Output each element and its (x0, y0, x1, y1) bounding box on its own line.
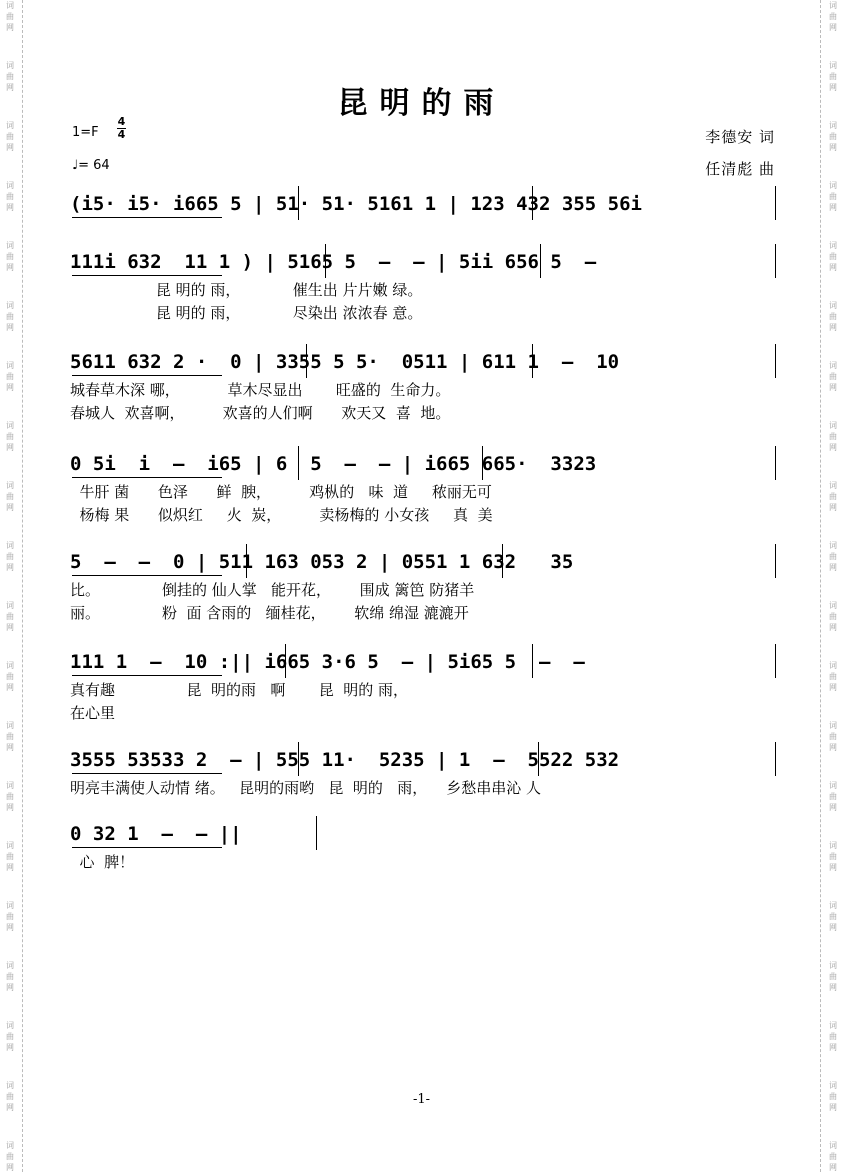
page-title: 昆明的雨 (337, 86, 506, 121)
time-signature (117, 116, 126, 141)
bar-line (775, 644, 776, 678)
watermark-mark: 词 曲 网 (829, 121, 837, 152)
watermark-mark: 词 曲 网 (6, 181, 14, 212)
beam-line (72, 275, 222, 276)
beam-line (72, 575, 222, 576)
lyric-line: 昆 明的 雨， 尽染出 浓浓春 意。 (70, 304, 423, 322)
bar-line (775, 186, 776, 220)
bar-line (532, 186, 533, 220)
beam-line (72, 375, 222, 376)
watermark-mark: 词 曲 网 (6, 481, 14, 512)
watermark-mark: 词 曲 网 (6, 961, 14, 992)
bar-line (538, 742, 539, 776)
lyric-line: 比。 倒挂的 仙人掌 能开花， 围成 篱笆 防猪羊 (70, 581, 475, 599)
bar-line (775, 344, 776, 378)
score-row (70, 348, 775, 448)
bar-line (540, 244, 541, 278)
lyric-line: 明亮丰满使人动情 绪。 昆明的雨哟 昆 明的 雨， 乡愁串串沁 人 (70, 779, 542, 797)
watermark-mark: 词 曲 网 (6, 1021, 14, 1052)
watermark-mark: 词 曲 网 (829, 781, 837, 812)
watermark-mark: 词 曲 网 (829, 1141, 837, 1172)
watermark-mark: 词 曲 网 (829, 181, 837, 212)
time-signature-top: 4 (117, 115, 126, 128)
beam-line (72, 477, 222, 478)
bar-line (325, 244, 326, 278)
beam-line (72, 217, 222, 218)
notation-line: 111i 632 11 1 ) | 5165 5 – – | 5ii 656 5 – (70, 251, 597, 273)
tempo-marking: ♩= 64 (72, 158, 110, 173)
bar-line (532, 344, 533, 378)
watermark-mark: 词 曲 网 (829, 961, 837, 992)
bar-line (298, 742, 299, 776)
lyric-line: 真有趣 昆 明的雨 啊 昆 明的 雨， (70, 681, 409, 699)
score-row (70, 648, 775, 748)
bar-line (316, 816, 317, 850)
watermark-mark: 词 曲 网 (6, 901, 14, 932)
score-row (70, 820, 775, 920)
beam-line (72, 847, 222, 848)
watermark-mark: 词 曲 网 (6, 241, 14, 272)
lyricist-credit: 李德安 词 (705, 128, 775, 146)
bar-line (246, 544, 247, 578)
notation-line: (i5· i5· i665 5 | 51· 51· 5161 1 | 123 432 355 56i (70, 193, 642, 215)
watermark-mark: 词 曲 网 (829, 421, 837, 452)
score-row (70, 248, 775, 348)
beam-line (72, 675, 222, 676)
composer-credit: 任清彪 曲 (705, 160, 775, 178)
lyric-line: 春城人 欢喜啊， 欢喜的人们啊 欢天又 喜 地。 (70, 404, 451, 422)
bar-line (285, 644, 286, 678)
watermark-mark: 词 曲 网 (829, 601, 837, 632)
score-row (70, 548, 775, 648)
watermark-mark: 词 曲 网 (6, 121, 14, 152)
watermark-mark: 词 曲 网 (6, 601, 14, 632)
watermark-mark: 词 曲 网 (6, 721, 14, 752)
bar-line (775, 244, 776, 278)
watermark-mark: 词 曲 网 (6, 781, 14, 812)
watermark-mark: 词 曲 网 (829, 481, 837, 512)
bar-line (502, 544, 503, 578)
watermark-mark: 词 曲 网 (829, 1021, 837, 1052)
watermark-mark: 词 曲 网 (829, 241, 837, 272)
watermark-mark: 词 曲 网 (6, 301, 14, 332)
watermark-mark: 词 曲 网 (6, 541, 14, 572)
watermark-mark: 词 曲 网 (829, 901, 837, 932)
watermark-mark: 词 曲 网 (829, 61, 837, 92)
notation-line: 0 5i i – i65 | 6 5 – – | i665 665· 3323 (70, 453, 597, 475)
notation-line: 5611 632 2 · 0 | 3355 5 5· 0511 | 611 1 – 10 (70, 351, 620, 373)
bar-line (298, 186, 299, 220)
watermark-mark: 词 曲 网 (829, 1, 837, 32)
watermark-mark: 词 曲 网 (6, 361, 14, 392)
notation-line: 111 1 – 10 :|| i665 3·6 5 – | 5i65 5 – – (70, 651, 585, 673)
beam-line (72, 773, 222, 774)
right-margin-line (820, 0, 822, 1172)
watermark-mark: 词 曲 网 (6, 1, 14, 32)
lyric-line: 城春草木深 哪， 草木尽显出 旺盛的 生命力。 (70, 381, 451, 399)
bar-line (775, 446, 776, 480)
bar-line (306, 344, 307, 378)
notation-line: 3555 53533 2 – | 555 11· 5235 | 1 – 5522 532 (70, 749, 620, 771)
key-signature: 1=F (72, 125, 99, 140)
page-number: -1- (412, 1092, 431, 1107)
bar-line (532, 644, 533, 678)
bar-line (482, 446, 483, 480)
lyric-line: 丽。 粉 面 含雨的 缅桂花， 软绵 绵湿 漉漉开 (70, 604, 469, 622)
watermark-mark: 词 曲 网 (829, 1081, 837, 1112)
time-signature-bottom: 4 (117, 128, 126, 141)
watermark-mark: 词 曲 网 (6, 1081, 14, 1112)
watermark-mark: 词 曲 网 (829, 541, 837, 572)
watermark-mark: 词 曲 网 (6, 661, 14, 692)
notation-line: 0 32 1 – – || (70, 823, 242, 845)
notation-line: 5 – – 0 | 511 163 053 2 | 0551 1 632 35 (70, 551, 574, 573)
bar-line (298, 446, 299, 480)
watermark-mark: 词 曲 网 (829, 721, 837, 752)
bar-line (775, 544, 776, 578)
watermark-mark: 词 曲 网 (829, 841, 837, 872)
watermark-mark: 词 曲 网 (6, 421, 14, 452)
lyric-line: 牛肝 菌 色泽 鲜 腴， 鸡枞的 味 道 秾丽无可 (70, 483, 492, 501)
lyric-line: 杨梅 果 似炽红 火 炭， 卖杨梅的 小女孩 真 美 (70, 506, 493, 524)
watermark-mark: 词 曲 网 (6, 1141, 14, 1172)
watermark-mark: 词 曲 网 (6, 61, 14, 92)
score-row (70, 450, 775, 550)
watermark-mark: 词 曲 网 (829, 361, 837, 392)
lyric-line: 心 脾！ (70, 853, 135, 871)
watermark-mark: 词 曲 网 (6, 841, 14, 872)
watermark-mark: 词 曲 网 (829, 661, 837, 692)
left-margin-line (22, 0, 24, 1172)
lyric-line: 昆 明的 雨， 催生出 片片嫩 绿。 (70, 281, 423, 299)
watermark-mark: 词 曲 网 (829, 301, 837, 332)
lyric-line: 在心里 (70, 704, 116, 722)
bar-line (775, 742, 776, 776)
